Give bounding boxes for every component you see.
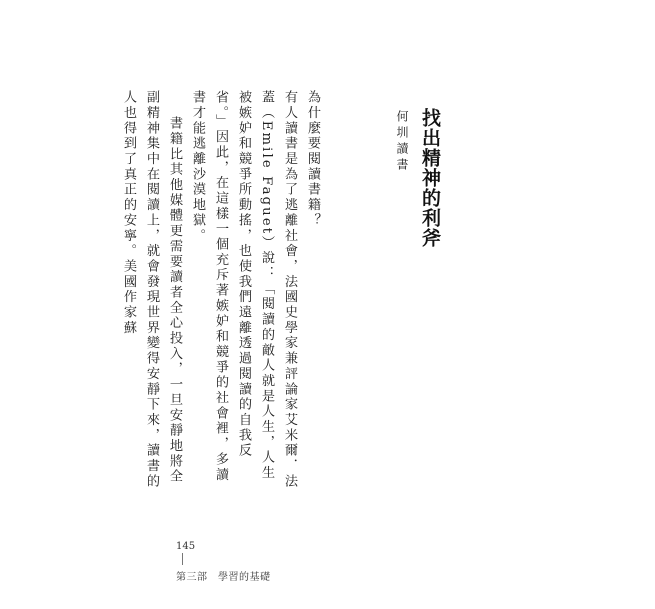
footer-divider xyxy=(182,553,183,565)
page-number: 145 xyxy=(176,541,196,552)
body-question: 為什麼要閱讀書籍？ xyxy=(305,90,320,229)
body-paragraph-2: 書籍比其他媒體更需要讀者全心投入，一旦安靜地將全副精神集中在閱讀上，就會發現世界變得安靜下來，讀書的人也得到了真正的安寧。美國作家蘇 xyxy=(121,90,182,490)
body-paragraph-1: 有人讀書是為了逃離社會，法國史學家兼評論家艾米爾．法蓋（Emile Faguet）說：「閱讀的敵人就是人生，人生被嫉妒和競爭所動搖，也使我們遠離透過閱讀的自我反省。」因此，在這樣一個充斥著嫉妒和競爭的社會裡，多讀書才能逃離沙漠地獄。 xyxy=(190,90,297,490)
chapter-title: 找出精神的利斧 xyxy=(419,108,441,248)
body-text xyxy=(121,90,324,490)
running-footer: 第三部 學習的基礎 xyxy=(176,572,271,583)
chapter-author: 何圳讀書 xyxy=(395,110,409,174)
